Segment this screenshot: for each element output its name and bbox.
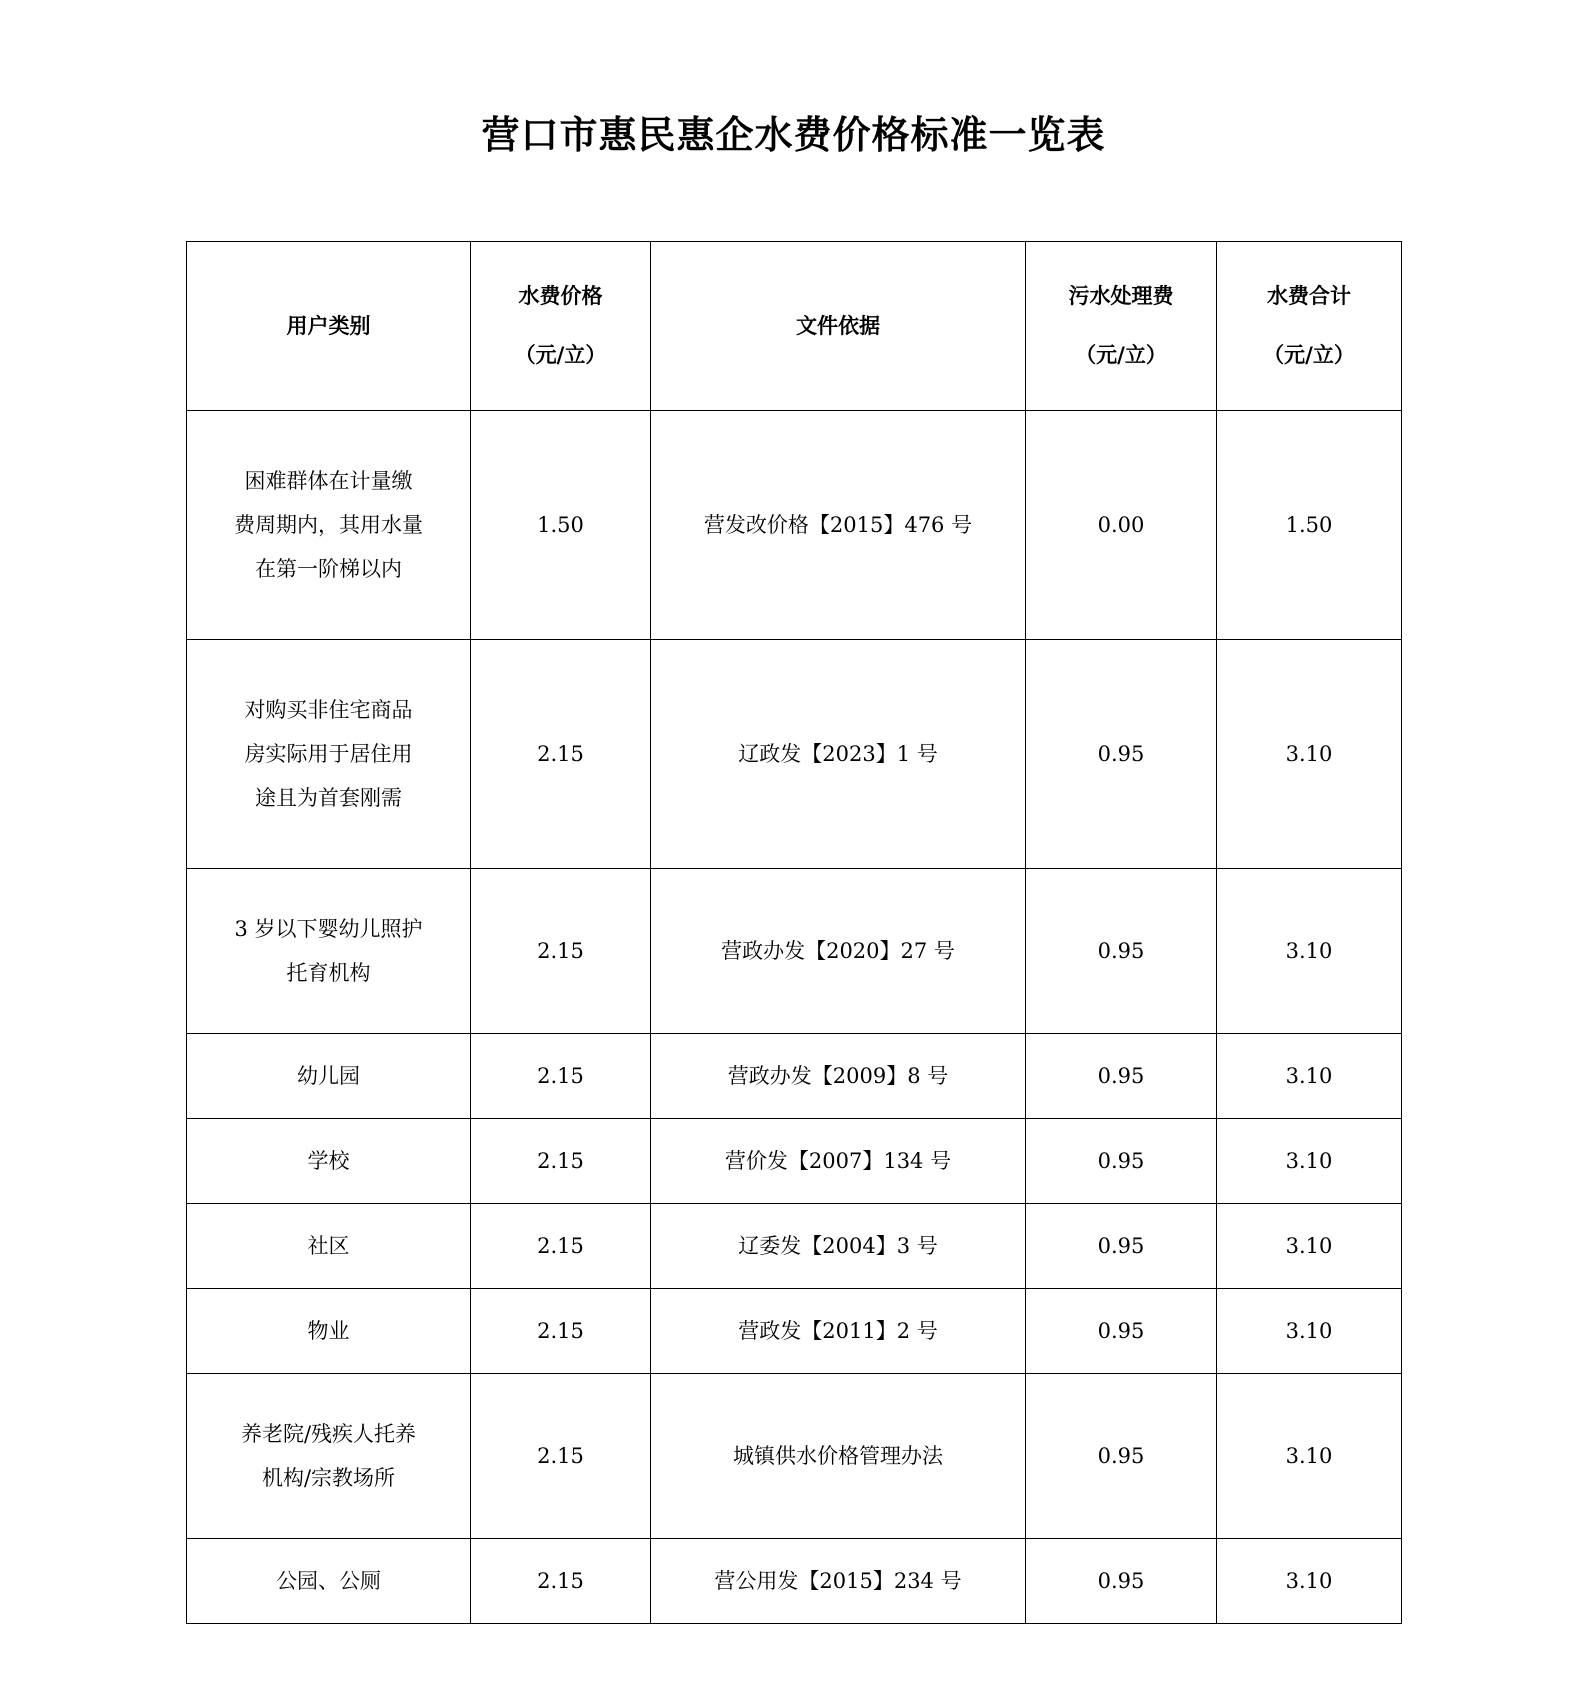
cell-water-price (471, 1539, 651, 1624)
cell-category-text (191, 1224, 466, 1268)
cell-water-price-text: 1.50 (537, 512, 584, 537)
cell-document-basis-text: 城镇供水价格管理办法 (733, 1443, 943, 1468)
cell-sewage-fee-text: 0.95 (1097, 1148, 1145, 1173)
column-header-total-label: 水费合计 (1267, 283, 1351, 309)
cell-category-line: 3 岁以下婴幼儿照护 (234, 916, 423, 941)
cell-document-basis (651, 1289, 1026, 1374)
column-header-water-price-unit: （元/立） (514, 342, 607, 367)
cell-sewage-fee (1026, 1374, 1217, 1539)
cell-document-basis-text: 营政发【2011】2 号 (738, 1318, 938, 1343)
cell-water-price-text: 2.15 (537, 1443, 584, 1468)
cell-category-text (191, 1559, 466, 1603)
cell-sewage-fee-text: 0.95 (1097, 938, 1145, 963)
cell-document-basis (651, 1204, 1026, 1289)
cell-water-price-text: 2.15 (537, 938, 584, 963)
cell-total-text: 3.10 (1285, 938, 1333, 963)
cell-total (1217, 1034, 1402, 1119)
cell-total (1217, 1119, 1402, 1204)
table-row (187, 1289, 1402, 1374)
cell-total-text: 3.10 (1285, 741, 1333, 766)
cell-category-line: 费周期内，其用水量 (234, 512, 423, 537)
cell-category (187, 1374, 471, 1539)
cell-total-text: 3.10 (1285, 1063, 1333, 1088)
table-row (187, 1539, 1402, 1624)
cell-document-basis (651, 1374, 1026, 1539)
table-container (0, 241, 1587, 1624)
cell-category (187, 1034, 471, 1119)
cell-water-price-text: 2.15 (537, 741, 584, 766)
cell-document-basis (651, 1539, 1026, 1624)
cell-document-basis-text: 营价发【2007】134 号 (724, 1148, 952, 1173)
table-body (187, 411, 1402, 1624)
cell-category-text (191, 459, 466, 591)
cell-total (1217, 1289, 1402, 1374)
cell-document-basis-text: 辽委发【2004】3 号 (738, 1233, 938, 1258)
cell-water-price (471, 411, 651, 640)
column-header-sewage-fee-unit: （元/立） (1075, 342, 1167, 367)
column-header-sewage-fee-label: 污水处理费 (1068, 283, 1174, 309)
cell-sewage-fee-text: 0.00 (1097, 512, 1145, 537)
cell-document-basis-text: 辽政发【2023】1 号 (738, 741, 938, 766)
cell-sewage-fee (1026, 1539, 1217, 1624)
cell-sewage-fee (1026, 640, 1217, 869)
cell-water-price-text: 2.15 (537, 1148, 584, 1173)
cell-document-basis-text: 营发改价格【2015】476 号 (703, 512, 973, 537)
cell-document-basis (651, 411, 1026, 640)
cell-water-price (471, 1374, 651, 1539)
table-row (187, 1034, 1402, 1119)
cell-total-text: 3.10 (1285, 1233, 1333, 1258)
cell-category (187, 1539, 471, 1624)
cell-category-line: 幼儿园 (297, 1063, 360, 1088)
column-header-total (1217, 242, 1402, 411)
cell-total (1217, 1374, 1402, 1539)
cell-total (1217, 411, 1402, 640)
table-row (187, 1119, 1402, 1204)
column-header-category-label: 用户类别 (286, 312, 371, 338)
cell-category (187, 869, 471, 1034)
cell-category-line: 社区 (307, 1233, 350, 1258)
cell-category-line: 机构/宗教场所 (261, 1466, 396, 1490)
cell-sewage-fee (1026, 1119, 1217, 1204)
cell-category-line: 托育机构 (286, 961, 371, 985)
cell-sewage-fee (1026, 1289, 1217, 1374)
cell-water-price (471, 640, 651, 869)
cell-water-price-text: 2.15 (537, 1233, 584, 1258)
column-header-category (187, 242, 471, 411)
cell-category-line: 在第一阶梯以内 (255, 557, 402, 582)
cell-water-price (471, 1204, 651, 1289)
cell-category-line: 公园、公厕 (276, 1568, 381, 1593)
table-row (187, 869, 1402, 1034)
cell-category-text (191, 688, 466, 820)
column-header-water-price-label: 水费价格 (518, 283, 603, 309)
cell-water-price (471, 1289, 651, 1374)
column-header-water-price (471, 242, 651, 411)
cell-document-basis (651, 1034, 1026, 1119)
cell-total (1217, 1204, 1402, 1289)
cell-water-price-text: 2.15 (537, 1318, 584, 1343)
column-header-total-unit: （元/立） (1263, 342, 1355, 367)
cell-document-basis-text: 营政办发【2009】8 号 (727, 1063, 949, 1088)
cell-total-text: 3.10 (1285, 1443, 1333, 1468)
table-header-row (187, 242, 1402, 411)
cell-total-text: 3.10 (1285, 1568, 1333, 1593)
cell-category (187, 1119, 471, 1204)
cell-document-basis-text: 营公用发【2015】234 号 (714, 1568, 962, 1593)
cell-category-line: 物业 (307, 1318, 350, 1343)
cell-category (187, 1289, 471, 1374)
cell-document-basis-text: 营政办发【2020】27 号 (721, 938, 955, 963)
cell-document-basis (651, 1119, 1026, 1204)
cell-water-price (471, 1034, 651, 1119)
table-row (187, 411, 1402, 640)
cell-sewage-fee-text: 0.95 (1097, 741, 1145, 766)
table-header (187, 242, 1402, 411)
cell-category-line: 途且为首套刚需 (255, 786, 402, 811)
cell-sewage-fee (1026, 1204, 1217, 1289)
cell-category-line: 养老院/残疾人托养 (240, 1421, 417, 1446)
table-row (187, 1204, 1402, 1289)
column-header-document-basis (651, 242, 1026, 411)
cell-water-price-text: 2.15 (537, 1568, 584, 1593)
cell-total (1217, 640, 1402, 869)
cell-sewage-fee-text: 0.95 (1097, 1318, 1145, 1343)
cell-total-text: 3.10 (1285, 1318, 1333, 1343)
cell-category (187, 411, 471, 640)
cell-sewage-fee-text: 0.95 (1097, 1443, 1145, 1468)
table-row (187, 640, 1402, 869)
cell-category-text (191, 1054, 466, 1098)
table-row (187, 1374, 1402, 1539)
cell-category-text (191, 1412, 466, 1500)
water-price-table (186, 241, 1402, 1624)
cell-total-text: 3.10 (1285, 1148, 1333, 1173)
cell-water-price (471, 869, 651, 1034)
cell-sewage-fee (1026, 411, 1217, 640)
cell-sewage-fee (1026, 869, 1217, 1034)
cell-document-basis (651, 869, 1026, 1034)
cell-water-price-text: 2.15 (537, 1063, 584, 1088)
cell-water-price (471, 1119, 651, 1204)
cell-category-text (191, 1309, 466, 1353)
cell-category (187, 1204, 471, 1289)
cell-total (1217, 869, 1402, 1034)
cell-category-line: 学校 (307, 1148, 350, 1173)
cell-sewage-fee-text: 0.95 (1097, 1063, 1145, 1088)
cell-total (1217, 1539, 1402, 1624)
cell-category-line: 房实际用于居住用 (244, 741, 413, 766)
cell-category-line: 困难群体在计量缴 (244, 468, 413, 493)
cell-total-text: 1.50 (1285, 512, 1333, 537)
cell-category-text (191, 1139, 466, 1183)
cell-sewage-fee-text: 0.95 (1097, 1233, 1145, 1258)
cell-category-line: 对购买非住宅商品 (244, 697, 413, 722)
cell-document-basis (651, 640, 1026, 869)
cell-sewage-fee (1026, 1034, 1217, 1119)
column-header-document-basis-label: 文件依据 (796, 312, 880, 338)
cell-category (187, 640, 471, 869)
column-header-sewage-fee (1026, 242, 1217, 411)
page-title: 营口市惠民惠企水费价格标准一览表 (481, 113, 1106, 157)
cell-sewage-fee-text: 0.95 (1097, 1568, 1145, 1593)
cell-category-text (191, 907, 466, 995)
